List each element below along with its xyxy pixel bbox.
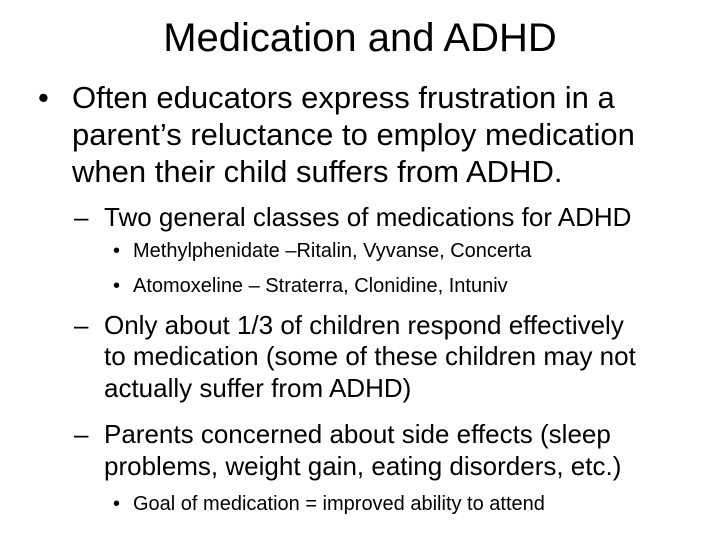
- bullet-marker: •: [113, 493, 121, 515]
- bullet-text-line: when their child suffers from ADHD.: [72, 154, 563, 189]
- dash-marker: –: [74, 310, 89, 340]
- sub-sub-bullet-text-line: Methylphenidate –Ritalin, Vyvanse, Concerta: [133, 240, 532, 262]
- bullet-marker: •: [113, 240, 121, 262]
- sub-bullet-text-line: Only about 1/3 of children respond effectively: [104, 310, 624, 340]
- dash-marker: –: [74, 419, 89, 449]
- sub-bullet-text-line: actually suffer from ADHD): [104, 373, 412, 403]
- bullet-text-line: Often educators express frustration in a: [72, 80, 615, 115]
- bullet-marker: •: [113, 275, 121, 297]
- sub-sub-bullet-text-line: Goal of medication = improved ability to attend: [133, 493, 545, 515]
- bullet-marker: •: [38, 80, 49, 115]
- bullet-text-line: parent’s reluctance to employ medication: [72, 117, 635, 152]
- sub-bullet-text-line: Two general classes of medications for ADHD: [104, 202, 632, 232]
- sub-bullet-text-line: Parents concerned about side effects (sleep: [104, 419, 611, 449]
- sub-sub-bullet-text-line: Atomoxeline – Straterra, Clonidine, Intuniv: [133, 275, 508, 297]
- dash-marker: –: [74, 202, 89, 232]
- slide-title: Medication and ADHD: [163, 16, 557, 60]
- sub-bullet-text-line: problems, weight gain, eating disorders, etc.): [104, 451, 622, 481]
- sub-bullet-text-line: to medication (some of these children may not: [104, 341, 636, 371]
